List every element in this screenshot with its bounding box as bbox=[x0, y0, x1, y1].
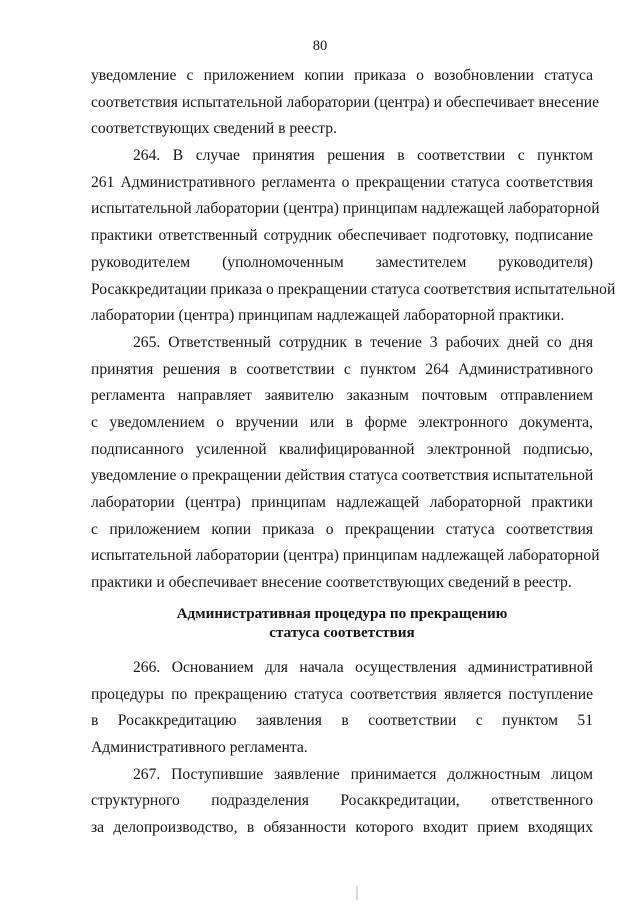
text-line: в Росаккредитацию заявления в соответствии с пунктом 51 bbox=[91, 712, 593, 730]
text-line: уведомление с приложением копии приказа о возобновлении статуса bbox=[91, 67, 593, 84]
paragraph-267 bbox=[91, 762, 593, 842]
text-line: соответствующих сведений в реестр. bbox=[91, 120, 337, 138]
text-line: за делопроизводство, в обязанности которого входит прием входящих bbox=[91, 819, 593, 837]
text-line: 264. В случае принятия решения в соответствии с пунктом bbox=[133, 147, 593, 165]
body-text-top bbox=[91, 63, 616, 597]
section-heading-line: статуса соответствия bbox=[269, 624, 415, 641]
text-line: 265. Ответственный сотрудник в течение 3 рабочих дней со дня bbox=[133, 333, 593, 351]
text-line: лаборатории (центра) принципам надлежащей лабораторной практики bbox=[91, 494, 593, 511]
text-line: уведомление о прекращении действия статуса соответствия испытательной bbox=[91, 467, 594, 485]
text-line: с уведомлением о вручении или в форме электронного документа, bbox=[91, 413, 593, 431]
text-line: регламента направляет заявителю заказным почтовым отправлением bbox=[91, 387, 593, 405]
text-line: 261 Административного регламента о прекращении статуса соответствия bbox=[91, 173, 593, 191]
section-heading bbox=[91, 604, 593, 642]
text-line: Росаккредитации приказа о прекращении статуса соответствия испытательной bbox=[91, 280, 616, 298]
text-line: испытательной лаборатории (центра) принципам надлежащей лабораторной bbox=[91, 200, 600, 218]
text-line: с приложением копии приказа о прекращении статуса соответствия bbox=[91, 520, 593, 538]
text-line: руководителем (уполномоченным заместителем руководителя) bbox=[91, 253, 593, 271]
text-line: подписанного усиленной квалифицированной электронной подписью, bbox=[91, 440, 593, 458]
text-line: Административного регламента. bbox=[91, 739, 308, 757]
text-line: структурного подразделения Росаккредитации, ответственного bbox=[91, 792, 593, 810]
body-text-bottom bbox=[91, 655, 593, 842]
text-line: процедуры по прекращению статуса соответствия является поступление bbox=[91, 685, 593, 703]
text-line: практики ответственный сотрудник обеспечивает подготовку, подписание bbox=[91, 227, 593, 245]
text-line: 266. Основанием для начала осуществления административной bbox=[133, 659, 593, 676]
section-heading-line: Административная процедура по прекращению bbox=[176, 605, 508, 622]
paragraph-266 bbox=[91, 655, 593, 762]
paragraph-continuation bbox=[91, 63, 600, 143]
text-line: 267. Поступившие заявление принимается должностным лицом bbox=[133, 765, 593, 783]
paragraph-264 bbox=[91, 143, 616, 330]
scan-artifact-mark bbox=[356, 886, 358, 900]
page-number: 80 bbox=[312, 38, 328, 54]
text-line: лаборатории (центра) принципам надлежащей лабораторной практики. bbox=[91, 307, 565, 325]
text-line: испытательной лаборатории (центра) принципам надлежащей лабораторной bbox=[91, 547, 600, 565]
text-line: принятия решения в соответствии с пунктом 264 Административного bbox=[91, 360, 593, 378]
paragraph-265 bbox=[91, 330, 600, 597]
text-line: соответствия испытательной лаборатории (центра) и обеспечивает внесение bbox=[91, 93, 600, 111]
text-line: практики и обеспечивает внесение соответствующих сведений в реестр. bbox=[91, 574, 572, 592]
